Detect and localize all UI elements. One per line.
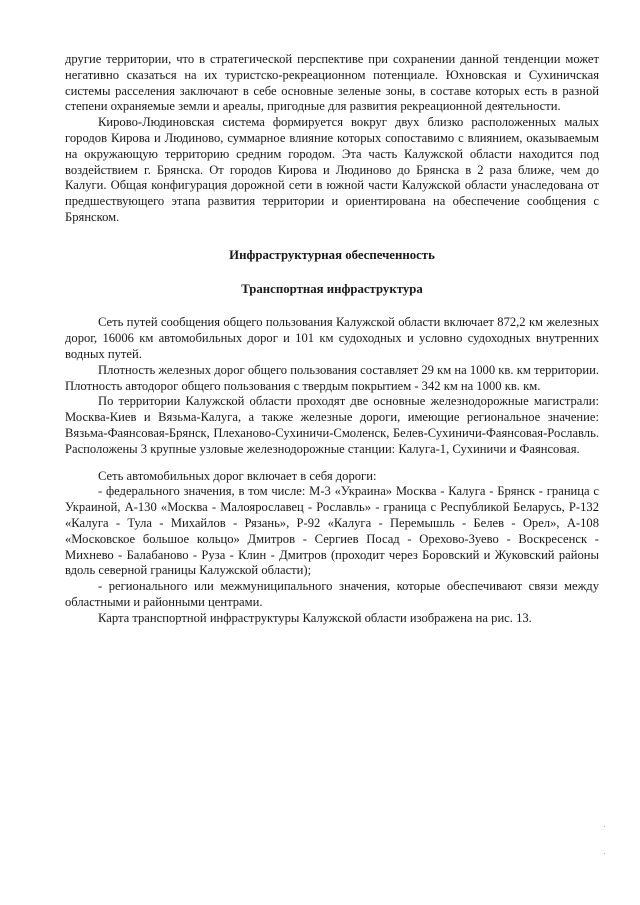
- scan-speck: [604, 853, 605, 854]
- paragraph-road-density: Плотность железных дорог общего пользования составляет 29 км на 1000 кв. км территории. Плотность автодорог общего пользования с твердым покрытием - 342 км на 1000 кв. км.: [65, 362, 599, 393]
- paragraph-regional-roads: - регионального или межмуниципального значения, которые обеспечивают связи между областными и районными центрами.: [65, 579, 599, 609]
- paragraph-railways: По территории Калужской области проходят две основные железнодорожные магистрали: Москва-Киев и Вязьма-Калуга, а также железные дороги, имеющие региональное значение: Вязьма-Фаянсовая-Брянск, Плеханово-Сухиничи-Смоленск, Белев-Сухиничи-Фаянсовая-Рославль. Расположены 3 крупные узловые железнодорожные станции: Калуга-1, Сухиничи и Фаянсовая.: [65, 394, 599, 456]
- subsection-heading: Транспортная инфраструктура: [241, 281, 423, 296]
- section-heading: Инфраструктурная обеспеченность: [229, 247, 435, 262]
- document-page: [65, 52, 599, 627]
- paragraph-map-reference: Карта транспортной инфраструктуры Калужской области изображена на рис. 13.: [98, 610, 532, 625]
- scan-speck: [604, 826, 605, 827]
- paragraph-road-network-intro: Сеть автомобильных дорог включает в себя дороги:: [98, 468, 377, 483]
- paragraph-federal-roads: - федерального значения, в том числе: М-3 «Украина» Москва - Калуга - Брянск - граница с Украиной, А-130 «Москва - Малоярославец - Рославль» - граница с Республикой Беларусь, Р-132 «Калуга - Тула - Михайлов - Рязань», Р-92 «Калуга - Перемышль - Белев - Орел», А-108 «Московское большое кольцо» Дмитров - Сергиев Посад - Орехово-Зуево - Воскресенск - Михнево - Балабаново - Руза - Клин - Дмитров (проходит через Боровский и Жуковский районы вдоль северной границы Калужской области);: [65, 484, 599, 578]
- paragraph-transport-network: Сеть путей сообщения общего пользования Калужской области включает 872,2 км железных дорог, 16006 км автомобильных дорог и 101 км судоходных и условно судоходных внутренних водных путей.: [65, 315, 599, 361]
- paragraph-recreation-zones: другие территории, что в стратегической перспективе при сохранении данной тенденции может негативно сказаться на их туристско-рекреационном потенциале. Юхновская и Сухиничская системы расселения заключают в себе основные зеленые зоны, в составе которых есть в разной степени охраняемые земли и ареалы, пригодные для развития рекреационной деятельности.: [65, 52, 599, 114]
- paragraph-kirov-lyudinovo-system: Кирово-Людиновская система формируется вокруг двух близко расположенных малых городов Кирова и Людиново, суммарное влияние которых сопоставимо с влиянием, оказываемым на окружающую территорию средним городом. Эта часть Калужской области находится под воздействием г. Брянска. От городов Кирова и Людиново до Брянска в 2 раза ближе, чем до Калуги. Общая конфигурация дорожной сети в южной части Калужской области унаследована от предшествующего этапа развития территории и ориентирована на обеспечение сообщения с Брянском.: [65, 115, 599, 224]
